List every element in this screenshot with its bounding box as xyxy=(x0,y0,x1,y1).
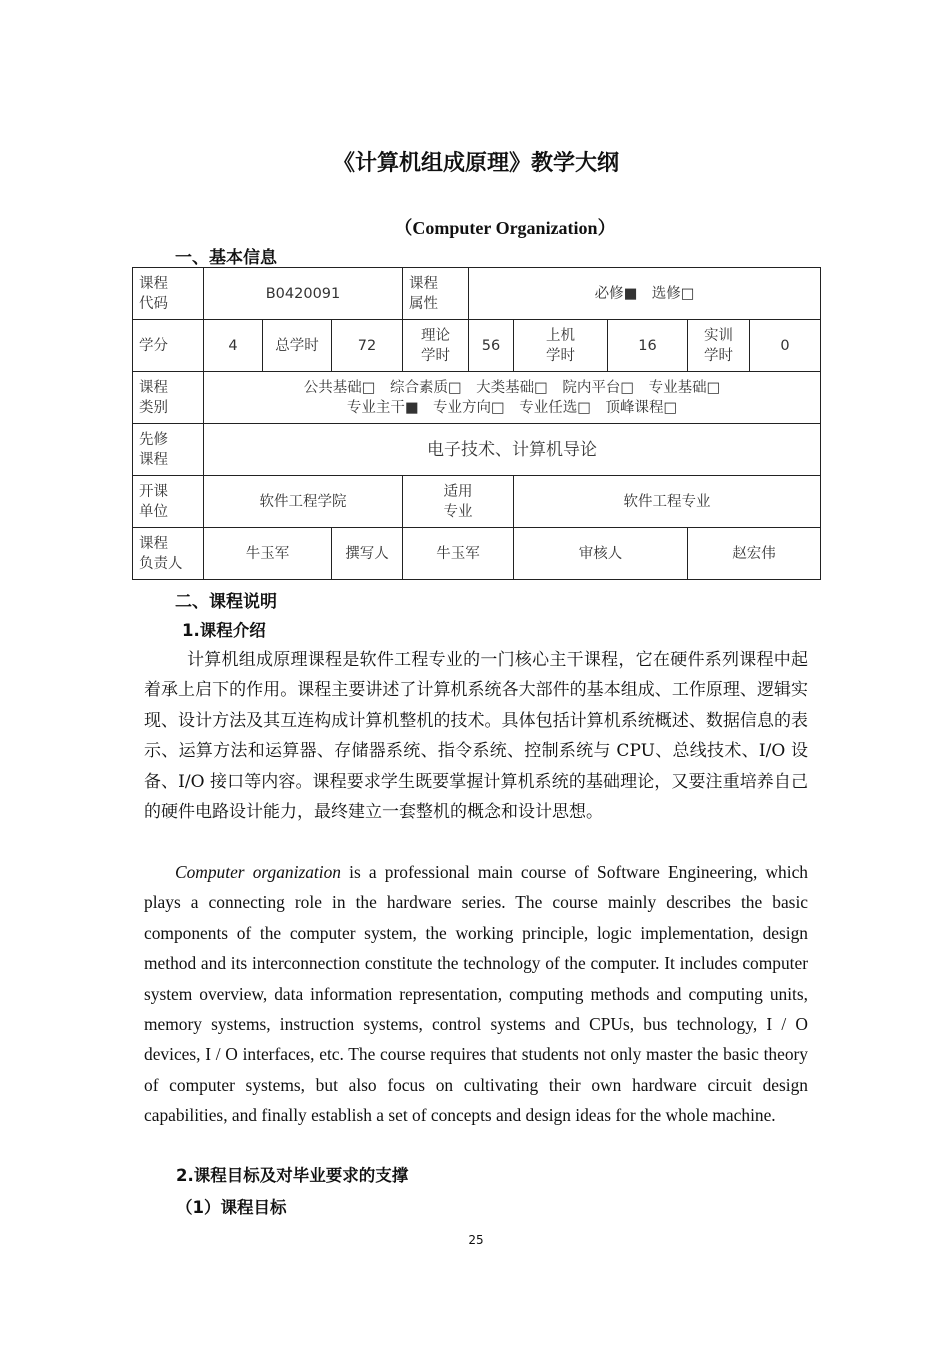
course-code-label: 课程 代码 xyxy=(133,268,204,320)
subheading-course-intro: 1.课程介绍 xyxy=(182,621,266,640)
reviewer-value: 赵宏伟 xyxy=(688,528,821,580)
prereq-value: 电子技术、计算机导论 xyxy=(204,424,821,476)
prereq-label: 先修 课程 xyxy=(133,424,204,476)
subheading-course-objectives: 2.课程目标及对毕业要求的支撑 xyxy=(176,1166,409,1185)
intro-paragraph-english xyxy=(144,857,808,1131)
table-row xyxy=(133,372,821,424)
reviewer-label: 审核人 xyxy=(514,528,688,580)
table-row xyxy=(133,320,821,372)
subheading-objectives-item-1: （1）课程目标 xyxy=(176,1198,287,1217)
credit-label: 学分 xyxy=(133,320,204,372)
course-attr-label: 课程 属性 xyxy=(403,268,469,320)
page-subtitle: （Computer Organization） xyxy=(394,218,616,238)
total-hours-value: 72 xyxy=(332,320,403,372)
table-row xyxy=(133,424,821,476)
category-value xyxy=(204,372,821,424)
credit-value: 4 xyxy=(204,320,263,372)
section-heading-basic-info: 一、基本信息 xyxy=(175,248,277,268)
intro-english-text: is a professional main course of Software Engineering, which plays a connecting role in the hardware series. The course mainly describes the basic components of the computer system, the working principle, logic implementation, design method and its interconnection constitute the technology of the computer. It includes computer system overview, data information representation, computing methods and computing units, memory systems, instruction systems, control systems and CPUs, bus technology, I / O devices, I / O interfaces, etc. The course requires that students not only master the basic theory of computer systems, but also focus on cultivating their own hardware circuit design capabilities, and finally establish a set of concepts and design ideas for the whole machine. xyxy=(144,862,808,1126)
course-name-italic: Computer organization xyxy=(175,862,341,882)
page-number: 25 xyxy=(468,1233,484,1247)
practice-hours-value: 0 xyxy=(750,320,821,372)
leader-label: 课程 负责人 xyxy=(133,528,204,580)
section-heading-course-description: 二、课程说明 xyxy=(175,592,277,612)
course-attr-value: 必修■ 选修□ xyxy=(469,268,821,320)
category-label: 课程 类别 xyxy=(133,372,204,424)
major-value: 软件工程专业 xyxy=(514,476,821,528)
lab-hours-value: 16 xyxy=(608,320,688,372)
category-line-2: 专业主干■ 专业方向□ 专业任选□ 顶峰课程□ xyxy=(346,399,678,416)
major-label: 适用 专业 xyxy=(403,476,514,528)
lab-hours-label: 上机 学时 xyxy=(514,320,608,372)
dept-label: 开课 单位 xyxy=(133,476,204,528)
table-row xyxy=(133,268,821,320)
writer-value: 牛玉军 xyxy=(403,528,514,580)
course-code-value: B0420091 xyxy=(204,268,403,320)
table-row xyxy=(133,476,821,528)
table-row xyxy=(133,528,821,580)
course-info-table xyxy=(132,267,821,580)
theory-hours-value: 56 xyxy=(469,320,514,372)
writer-label: 撰写人 xyxy=(332,528,403,580)
theory-hours-label: 理论 学时 xyxy=(403,320,469,372)
practice-hours-label: 实训 学时 xyxy=(688,320,750,372)
leader-value: 牛玉军 xyxy=(204,528,332,580)
page-title: 《计算机组成原理》教学大纲 xyxy=(332,151,619,176)
dept-value: 软件工程学院 xyxy=(204,476,403,528)
category-line-1: 公共基础□ 综合素质□ 大类基础□ 院内平台□ 专业基础□ xyxy=(303,379,721,396)
total-hours-label: 总学时 xyxy=(263,320,332,372)
intro-paragraph-chinese: 计算机组成原理课程是软件工程专业的一门核心主干课程，它在硬件系列课程中起着承上启下的作用。课程主要讲述了计算机系统各大部件的基本组成、工作原理、逻辑实现、设计方法及其互连构成计算机整机的技术。具体包括计算机系统概述、数据信息的表示、运算方法和运算器、存储器系统、指令系统、控制系统与 CPU、总线技术、I/O 设备、I/O 接口等内容。课程要求学生既要掌握计算机系统的基础理论，又要注重培养自己的硬件电路设计能力，最终建立一套整机的概念和设计思想。 xyxy=(144,650,808,823)
